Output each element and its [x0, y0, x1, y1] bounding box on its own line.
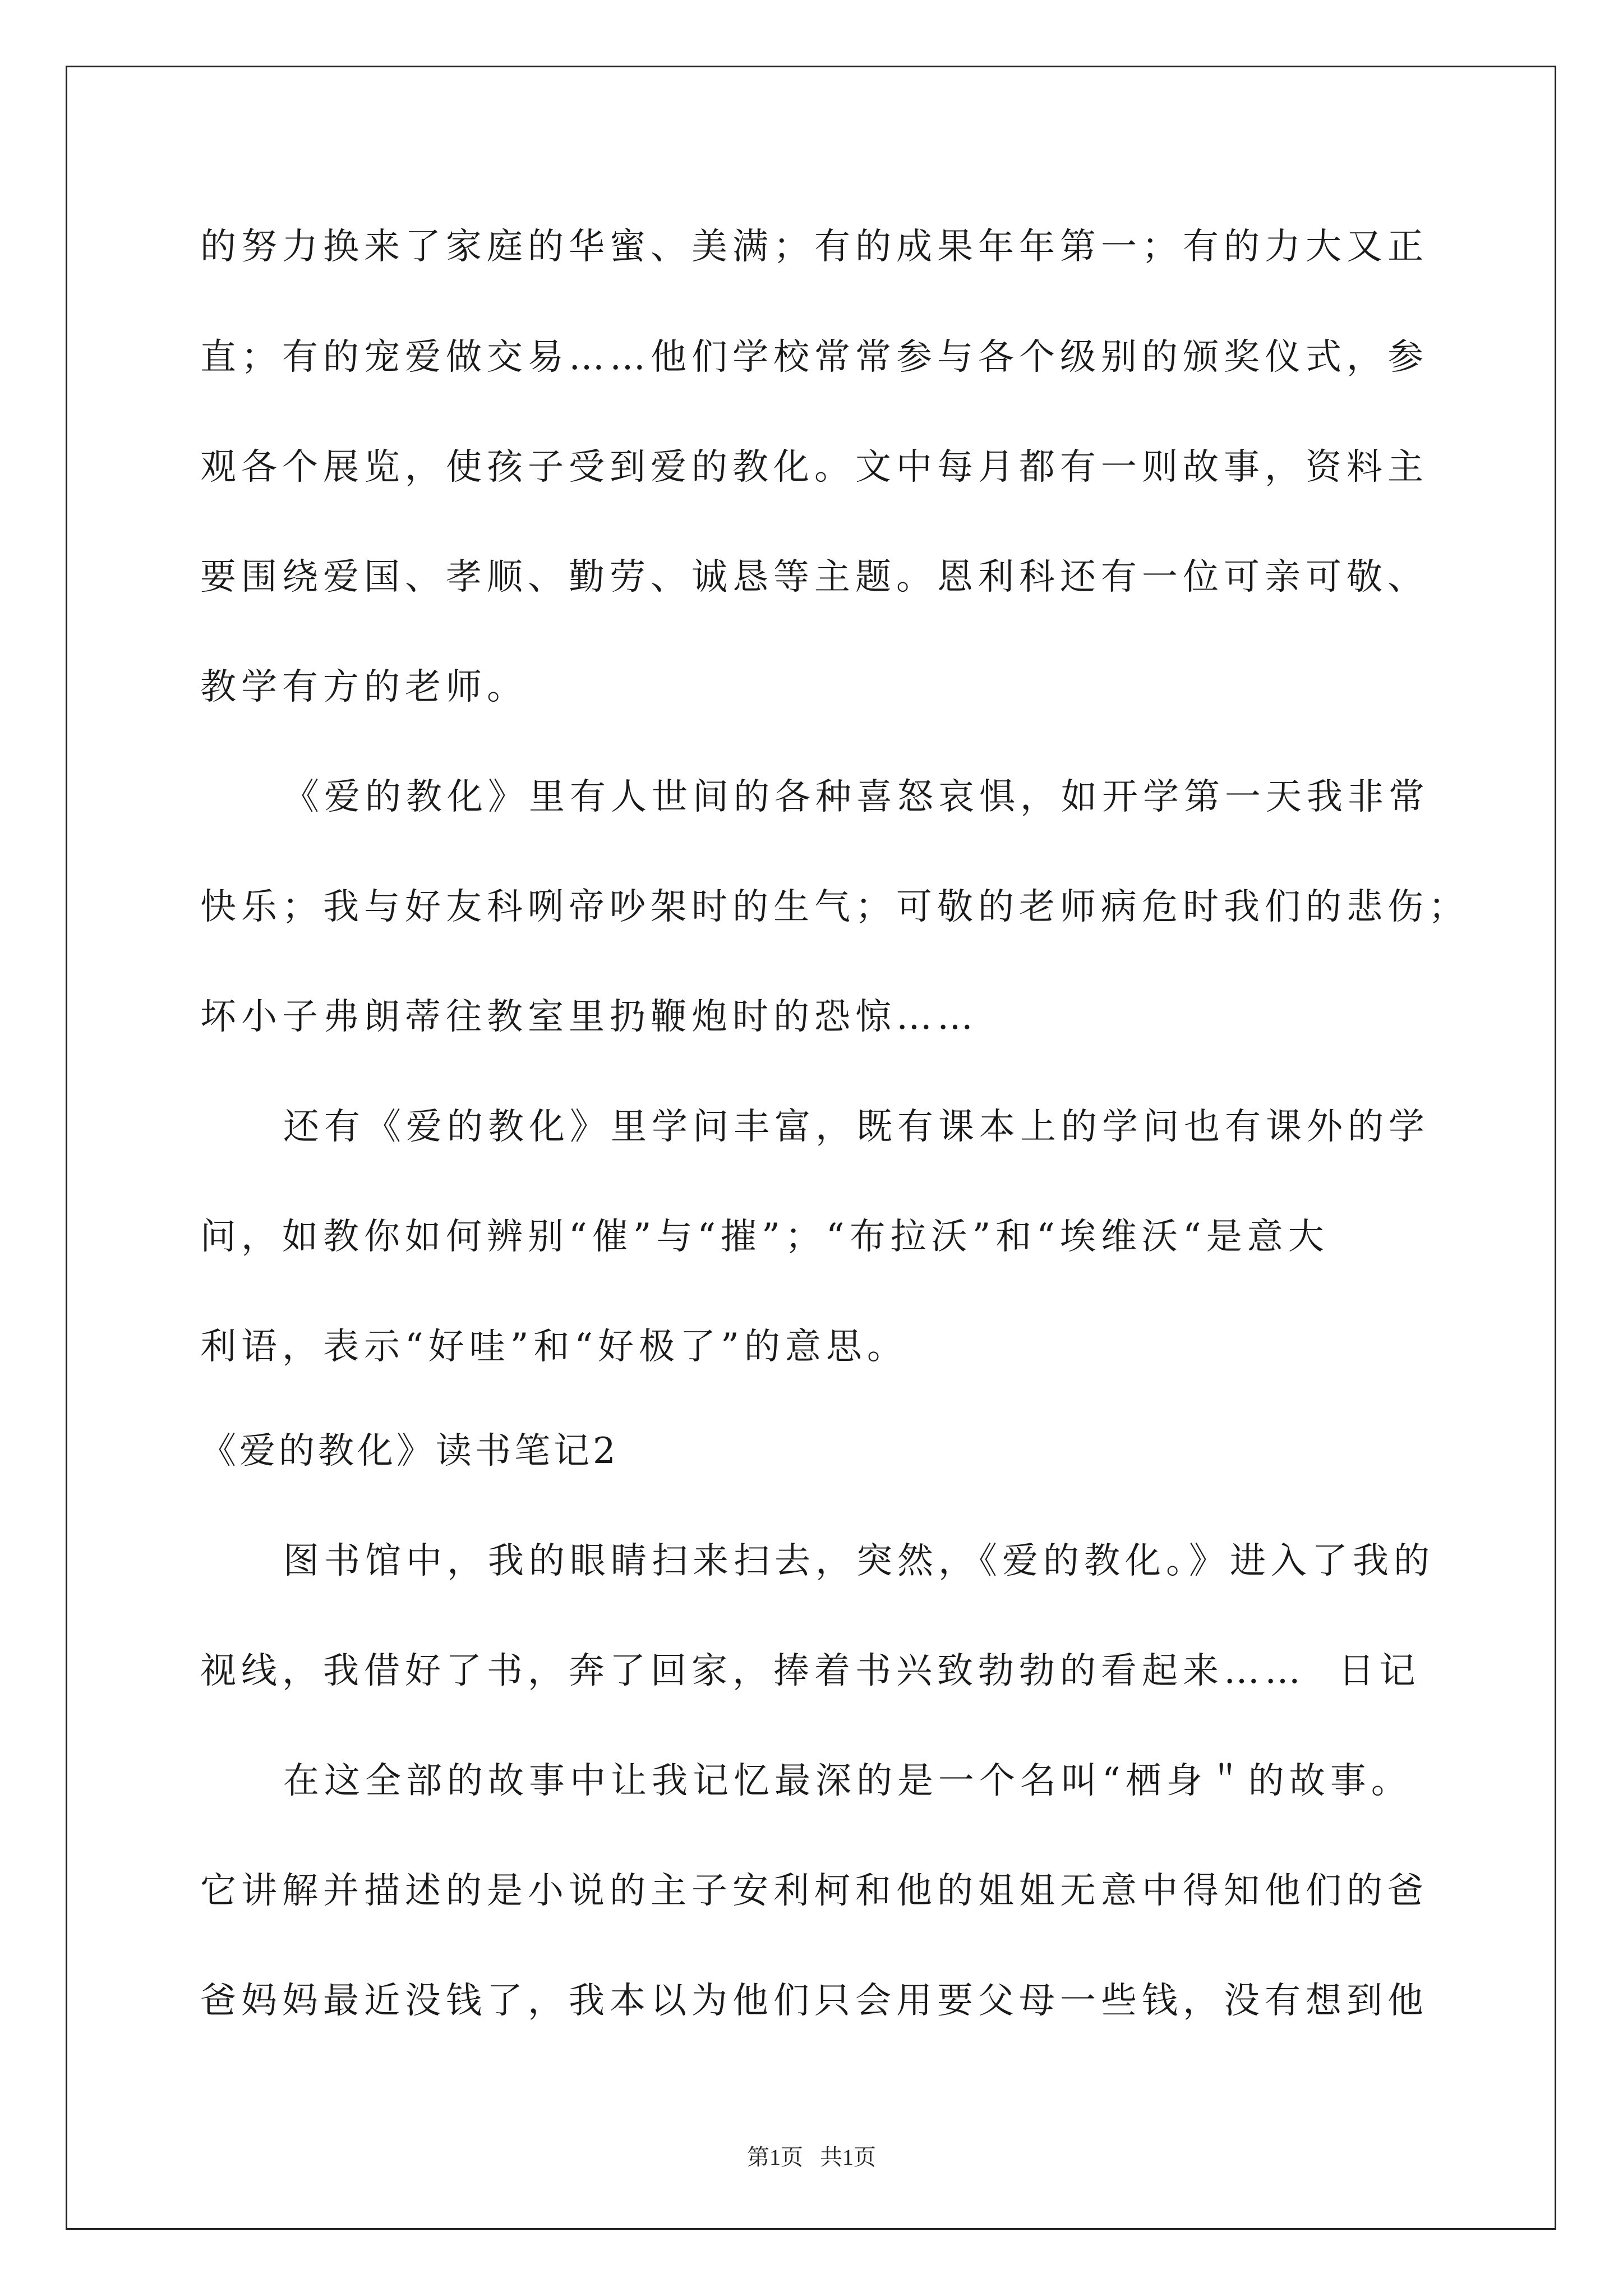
paragraph-first-line: 《爱的教化》里有人世间的各种喜怒哀惧，如开学第一天我非常: [283, 776, 1430, 818]
text-line: 坏小子弗朗蒂往教室里扔鞭炮时的恐惊……: [200, 996, 978, 1038]
paragraph-first-line: 在这全部的故事中让我记忆最深的是一个名叫“栖身＂的故事。: [283, 1760, 1412, 1802]
text-line: 教学有方的老师。: [200, 666, 528, 708]
text-line: 视线，我借好了书，奔了回家，捧着书兴致勃勃的看起来…… 日记: [200, 1650, 1421, 1692]
paragraph-first-line: 还有《爱的教化》里学问丰富，既有课本上的学问也有课外的学: [283, 1106, 1430, 1148]
text-line: 它讲解并描述的是小说的主子安利柯和他的姐姐无意中得知他们的爸: [200, 1870, 1428, 1912]
text-line: 利语，表示“好哇”和“好极了”的意思。: [200, 1326, 908, 1368]
text-line: 快乐；我与好友科咧帝吵架时的生气；可敬的老师病危时我们的悲伤；: [200, 886, 1469, 928]
text-line: 要围绕爱国、孝顺、勤劳、诚恳等主题。恩利科还有一位可亲可敬、: [200, 556, 1428, 598]
page-footer: 第1页 共1页: [747, 2145, 876, 2170]
text-line: 问，如教你如何辨别“催”与“摧”；“布拉沃”和“埃维沃“是意大: [200, 1216, 1329, 1258]
paragraph-first-line: 图书馆中，我的眼睛扫来扫去，突然，《爱的教化。》进入了我的: [283, 1540, 1435, 1582]
text-line: 观各个展览，使孩子受到爱的教化。文中每月都有一则故事，资料主: [200, 447, 1428, 488]
text-line: 直；有的宠爱做交易……他们学校常常参与各个级别的颁奖仪式，参: [200, 337, 1428, 378]
section-heading: 《爱的教化》读书笔记2: [200, 1430, 619, 1472]
text-line: 爸妈妈最近没钱了，我本以为他们只会用要父母一些钱，没有想到他: [200, 1980, 1428, 2022]
text-line: 的努力换来了家庭的华蜜、美满；有的成果年年第一；有的力大又正: [200, 226, 1428, 268]
